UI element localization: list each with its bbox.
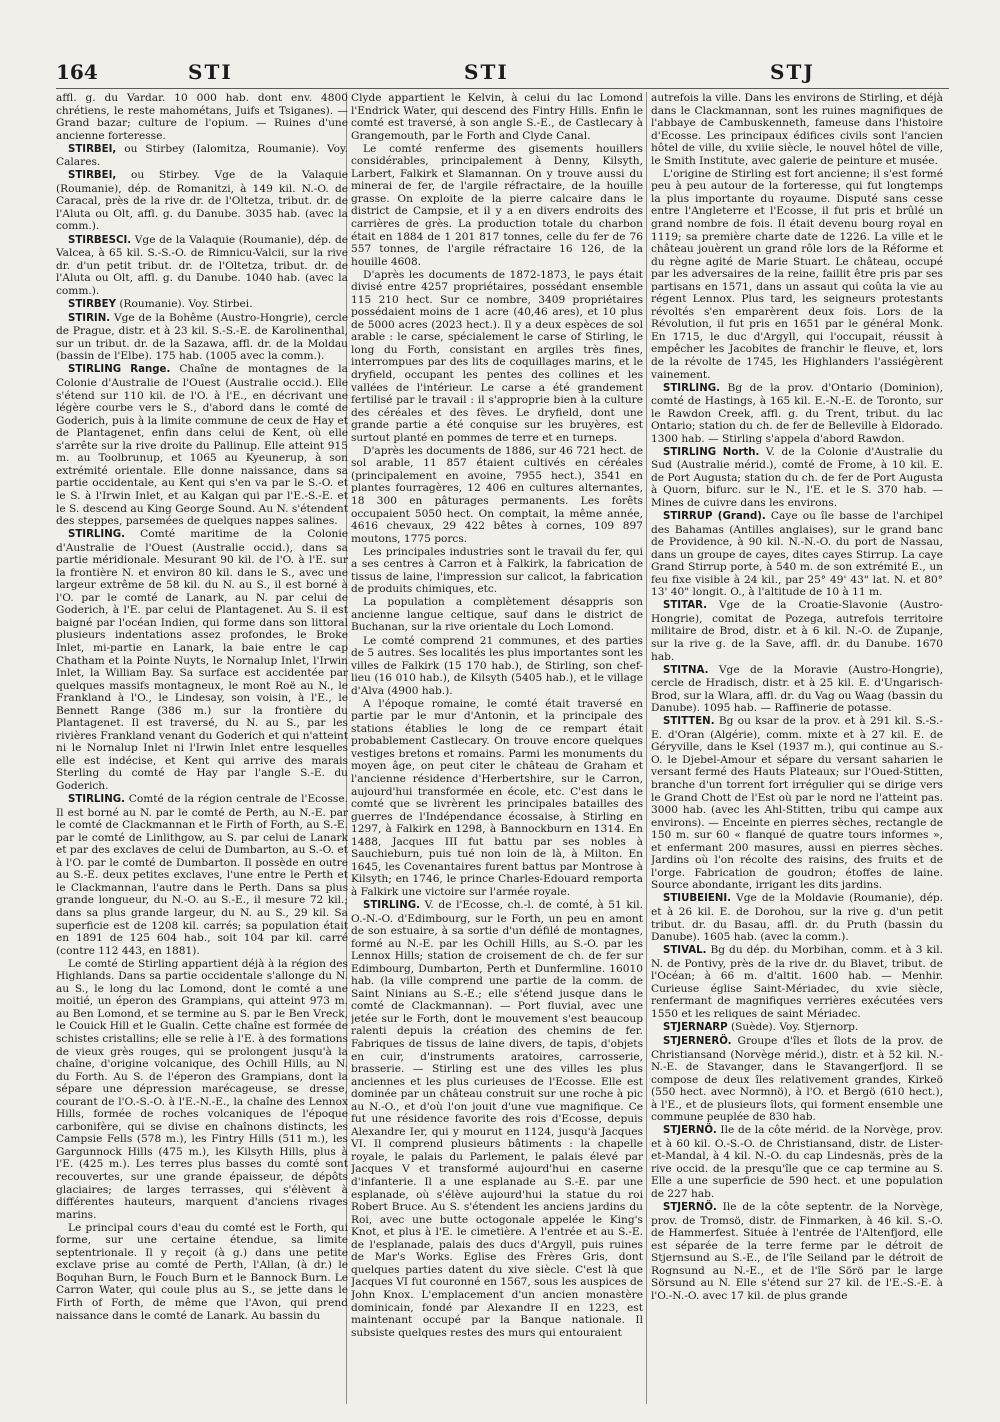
entry-text: Le comté comprend 21 communes, et des parties de 5 autres. Ses localités les plus importantes sont les villes de Falkirk (15 170 hab.), de Stirling, son chef-lieu (16 010 hab.), de Kilsyth (5405 hab.), et le village d'Alva (4900 hab.). xyxy=(351,634,643,697)
entry-text: V. de l'Ecosse, ch.-l. de comté, à 51 kil. O.-N.-O. d'Edimbourg, sur le Forth, un peu en amont de son estuaire, à sa sortie d'un défilé de montagnes, formé au N.-E. par les Ochill Hills, au S.-O. par les Lennox Hills; station de croisement de ch. de fer sur Edimbourg, Dumbarton, Perth et Dunfermline. 16010 hab. (la ville comprend une partie de la comm. de Saint Ninians au S.-E.; elle s'étend jusque dans le comté de Clackmannan). — Port fluvial, avec une jetée sur le Forth, dont le mouvement s'est beaucoup ralenti depuis la création des chemins de fer. Fabriques de tissus de laine divers, de tapis, d'objets en cuir, d'instruments aratoires, carrosserie, brasserie. — Stirling est une des villes les plus anciennes et les plus curieuses de l'Ecosse. Elle est dominée par un château construit sur une roche à pic au N.-O., et d'où l'on jouit d'une vue magnifique. Ce fut une résidence favorite des rois d'Ecosse, depuis Alexandre Ier, qui y mourut en 1124, jusqu'à Jacques VI. Il comprend plusieurs bâtiments : la chapelle royale, le palais du Parlement, le palais élevé par Jacques V et transformé aujourd'hui en caserne d'infanterie. Il a une esplanade au S.-E. par une esplanade, où s'élève aujourd'hui la statue du roi Robert Bruce. Au S. s'étendent les anciens jardins du Roi, avec une butte octogonale appelée le King's Knot, et plus à l'E. le cimetière. A l'entrée et au S.-E. de l'esplanade, palais des ducs d'Argyll, puis ruines de Mar's Works. Eglise des Frères Gris, dont quelques parties datent du xive siècle. C'est là que Jacques VI fut couronné en 1567, sous les auspices de John Knox. L'emplacement d'un ancien monastère dominicain, fondé par Alexandre II en 1223, est maintenant occupé par la Banque nationale. Il subsiste quelques restes des murs qui entouraient xyxy=(351,899,643,1339)
entry-headword: STIRBESCI. xyxy=(68,234,132,246)
entry-headword: STIRBEY xyxy=(68,298,117,310)
entry-text: Le principal cours d'eau du comté est le Forth, qui forme, sur une certaine étendue, sa limite septentrionale. Il y reçoit (à g.) dans une petite exclave prise au comté de Perth, l'Allan, (à dr.) le Boquhan Burn, le Fouch Burn et le Bannock Burn. Le Carron Water, qui coule plus au S., se jette dans le Firth of Forth, de même que l'Avon, qui prend naissance dans le comté de Lanark. Au bassin du xyxy=(56,1221,348,1322)
entry-text: Comté de la région centrale de l'Ecosse. Il est borné au N. par le comté de Perth, au N.-E. par le comté de Clackmannan et le Firth of Forth, au S.-E. par le comté de Linlithgow, au S. par celui de Lanark et par des exclaves de celui de Dumbarton, au S.-O. et à l'O. par le comté de Dumbarton. Il possède en outre au S.-E. deux petites exclaves, l'une entre le Perth et le Clackmannan, l'autre dans le Perth. Dans sa plus grande longueur, du N.-O. au S.-E., il mesure 72 kil.; dans sa plus grande largeur, du N. au S., 29 kil. Sa superficie est de 1208 kil. carrés; sa population était en 1891 de 125 604 hab., soit 104 par kil. carré (contre 112 443, en 1881). xyxy=(56,793,348,957)
dictionary-entry xyxy=(651,715,943,892)
dictionary-entry xyxy=(651,382,943,446)
entry-paragraph xyxy=(351,143,643,268)
dictionary-entry xyxy=(651,446,943,510)
entry-headword: STIRLING. xyxy=(363,900,420,911)
dictionary-entry xyxy=(56,143,348,169)
dictionary-entry xyxy=(56,363,348,527)
entry-text: Groupe d'îles et îlots de la prov. de Christiansand (Norvège mérid.), distr. et à 52 kil. N.-N.-E. de Stavanger, dans le Stavangerfjord. Il se compose de deux îles relativement grandes, Kirkeö (550 hect. avec Normnö), à l'O. et Bergö (610 hect.), à l'E., et de plusieurs îlots, qui forment ensemble une commune peuplée de 830 hab. xyxy=(651,1034,943,1124)
entry-text: Vge de la Croatie-Slavonie (Austro-Hongrie), comitat de Pozega, autrefois territoire militaire de Brod, distr. et à 6 kil. N.-O. de Zupanje, sur la rive g. de la Save, affl. dr. du Danube. 1670 hab. xyxy=(651,599,943,663)
entry-text: A l'époque romaine, le comté était traversé en partie par le mur d'Antonin, et la principale des stations établies le long de ce rempart était probablement Castlecary. On trouve encore quelques vestiges bretons et romains. Parmi les monuments du moyen âge, on peut citer le château de Graham et l'ancienne résidence d'Herbertshire, sur le Carron, aujourd'hui transformée en école, etc. C'est dans le comté que se livrèrent les principales batailles des guerres de l'Indépendance écossaise, à Stirling en 1297, à Falkirk en 1298, à Bannockburn en 1314. En 1488, Jacques III fut battu par ses nobles à Sauchieburn, puis tué non loin de là, à Milton. En 1645, les Covenantaires furent battus par Montrose à Kilsyth; en 1746, le prince Charles-Edouard remporta à Falkirk une victoire sur l'armée royale. xyxy=(351,697,643,898)
entry-text: Bg de la prov. d'Ontario (Dominion), comté de Hastings, à 165 kil. E.-N.-E. de Toronto, sur le Rawdon Creek, affl. g. du Trent, tribut. du lac Ontario; station du ch. de fer de Belleville à Eldorado. 1300 hab. — Stirling s'appela d'abord Rawdon. xyxy=(651,381,943,445)
dictionary-entry xyxy=(651,1035,943,1124)
entry-headword: STIRBEI, xyxy=(68,143,117,155)
entry-paragraph xyxy=(351,546,643,596)
entry-text: Vge de la Valaquie (Roumanie), dép. de Valcea, à 65 kil. S.-S.-O. de Rimnicu-Valcii, sur la rive dr. d'un petit tribut. dr. de l'Oltetza, tribut. dr. de l'Aluta ou Olt, affl. g. du Danube. 1040 hab. (avec la comm.). xyxy=(56,233,348,297)
entry-text: Le comté renferme des gisements houillers considérables, principalement à Denny, Kilsyth, Larbert, Falkirk et Slamannan. On y trouve aussi du minerai de fer, de l'argile réfractaire, de la houille grasse. On exploite de la pierre calcaire dans le district de Campsie, et il y a en divers endroits des carrières de grès. La production totale du charbon était en 1884 de 1 201 817 tonnes, celle du fer de 76 557 tonnes, de l'argile réfractaire 16 126, de la houille 4608. xyxy=(351,142,643,268)
entry-paragraph xyxy=(56,958,348,1221)
dictionary-entry xyxy=(651,892,943,943)
entry-headword: STJERNÖ. xyxy=(663,1202,717,1214)
entry-headword: STIRLING. xyxy=(68,529,125,541)
dictionary-entry xyxy=(651,599,943,663)
entry-text: L'origine de Stirling est fort ancienne; il s'est formé peu à peu autour de la forteresse, qui fut longtemps la plus importante du royaume. Disputé sans cesse entre l'Angleterre et l'Ecosse, il fut pris et brûlé un grand nombre de fois. Il était devenu bourg royal en 1119; sa première charte date de 1226. La ville et le château jouèrent un grand rôle lors de la Réforme et du règne agité de Marie Stuart. Le château, occupé par les adversaires de la reine, faillit être pris par ses partisans en 1571, dans un assaut qui coûta la vie au régent Lennox. Plus tard, les seigneurs protestants révoltés s'en emparèrent deux fois. Lors de la Révolution, il fut pris en 1651 par le général Monk. En 1715, le duc d'Argyll, qui l'occupait, réussit à empêcher les Jacobites de franchir le fleuve, et, lors de la révolte de 1745, les Highlanders l'assiégèrent vainement. xyxy=(651,167,943,381)
dictionary-entry xyxy=(651,1124,943,1200)
entry-paragraph xyxy=(56,1222,348,1322)
entry-text: Bg ou ksar de la prov. et à 291 kil. S.-S.-E. d'Oran (Algérie), comm. mixte et à 27 kil. E. de Géryville, dans le Ksel (1937 m.), qui continue au S.-O. le Djebel-Amour et sépare du versant saharien le versant fermé des Hauts Plateaux; sur l'Oued-Stitten, branche d'un torrent fort irrégulier qui se dirige vers le Grand Chott de l'Est où par le nord ne l'atteint pas. 3000 hab. (avec les Ahl-Stitten, tribu qui campe aux environs). — Enceinte en pierres sèches, rectangle de 150 m. sur 60 « flanqué de quatre tours informes », et enfermant 200 masures, aussi en pierres sèches. Jardins où l'on récolte des raisins, des fruits et de l'orge. Fabrication de goudron; étoffes de laine. Source abondante, irrigant les dits jardins. xyxy=(651,715,943,892)
entry-headword: STIVAL. xyxy=(663,945,707,957)
dictionary-entry xyxy=(651,944,943,1020)
entry-paragraph xyxy=(56,92,348,142)
entry-text: Chaîne de montagnes de la Colonie d'Australie de l'Ouest (Australie occid.). Elle s'étend sur 110 kil. de l'O. à l'E., en décrivant une légère courbe vers le S., d'abord dans le comté de Goderich, puis à la limite commune de ceux de Hay et de Plantagenet, enfin dans celui de Kent, où elle s'arrête sur la rive droite du Pallinup. Elle atteint 915 m. au Toolbrunup, et 1065 au Kyeunerup, à son extrémité orientale. Elle donne naissance, dans sa partie occidentale, au Kent qui s'en va par le S.-O. et le S. à l'Irwin Inlet, et au Kalgan qui par l'E.-S.-E. et le S. descend au King George Sound. Au N. s'étendent des steppes, parsemées de quelques nappes salines. xyxy=(56,363,348,528)
header-right: STJ xyxy=(770,60,815,84)
running-header xyxy=(0,60,1000,96)
text-column-3 xyxy=(651,92,943,1404)
entry-text: Le comté de Stirling appartient déjà à la région des Highlands. Dans sa partie occidentale s'allonge du N. au S., le long du lac Lomond, dont le comté a une moitié, un éperon des Grampians, qui atteint 973 m. au Ben Lomond, et se termine au S. par le Ben Vreck, le Couick Hill et le Gualin. Cette chaîne est formée de schistes cristallins; elle se relie à l'E. à des formations de vieux grès rouges, qui se prolongent jusqu'à la chaîne, d'origine volcanique, des Ochill Hills, au N. du Forth. Au S. de l'éperon des Grampians, dont la sépare une dépression marécageuse, se dresse, courant de l'O.-S.-O. à l'E.-N.-E., la chaîne des Lennox Hills, formée de roches volcaniques de l'époque carbonifère, qui se divise en chaînons distincts, les Campsie Fells (578 m.), les Fintry Hills (511 m.), les Gargunnock Hills (475 m.), les Kilsyth Hills, plus à l'E. (425 m.). Les terres plus basses du comté sont recouvertes, sur une grande épaisseur, de dépôts glaciaires; de larges terrasses, qui s'élèvent à différentes hauteurs, marquent d'anciens rivages marins. xyxy=(56,957,348,1221)
entry-paragraph xyxy=(351,269,643,445)
text-column-2 xyxy=(351,92,643,1404)
entry-headword: STIRLING. xyxy=(663,382,720,394)
entry-headword: STIRLING Range. xyxy=(68,364,171,376)
dictionary-entry xyxy=(56,312,348,363)
entry-paragraph xyxy=(651,168,943,381)
entry-text: (Suède). Voy. Stjernorp. xyxy=(727,1020,859,1033)
entry-paragraph xyxy=(351,596,643,634)
entry-headword: STJERNÖ. xyxy=(663,1125,717,1137)
entry-headword: STITAR. xyxy=(663,600,708,612)
entry-paragraph xyxy=(351,635,643,698)
entry-headword: STIRLING North. xyxy=(663,446,760,458)
dictionary-entry xyxy=(56,528,348,792)
dictionary-entry xyxy=(56,298,348,312)
entry-text: (Roumanie). Voy. Stirbei. xyxy=(116,297,253,310)
dictionary-entry xyxy=(651,1201,943,1302)
header-left: STI xyxy=(188,60,233,84)
dictionary-entry xyxy=(651,510,943,599)
entry-headword: STIRBEI, xyxy=(68,170,117,182)
header-center: STI xyxy=(464,60,509,84)
entry-text: ou Stirbey (Ialomitza, Roumanie). Voy. Calares. xyxy=(56,142,348,169)
entry-headword: STIRIN. xyxy=(68,312,111,324)
entry-text: D'après les documents de 1872-1873, le pays était divisé entre 4257 propriétaires, possédant ensemble 115 210 hect. Sur ce nombre, 3409 propriétaires possédaient moins de 1 acre (40,46 ares), et 10 plus de 5000 acres (2023 hect.). Il y a deux espèces de sol arable : le carse, spécialement le carse of Stirling, le long du Forth, consistant en argiles très fines, interrompues par des lits de coquillages marins, et le dryfield, occupant les pentes des collines et les vallées de l'intérieur. Le carse a été grandement fertilisé par le travail : il s'approprie bien à la culture des céréales et des fèves. Le dryfield, dont une grande partie a été conquise sur les bruyères, est surtout planté en pommes de terre et en turneps. xyxy=(351,268,643,444)
entry-text: La population a complètement désappris son ancienne langue celtique, sauf dans le district de Buchanan, sur la rive orientale du Loch Lomond. xyxy=(351,596,643,634)
dictionary-entry xyxy=(351,899,643,1339)
entry-paragraph xyxy=(351,445,643,545)
entry-text: D'après les documents de 1886, sur 46 721 hect. de sol arable, 11 857 étaient cultivés en céréales (principalement en avoine, 7955 hect.), 3541 en plantes fourragères, 12 406 en cultures alternantes, 18 300 en pâturages permanents. Les forêts occupaient 5050 hect. On comptait, la même année, 4616 chevaux, 29 422 bêtes à cornes, 109 897 moutons, 1775 porcs. xyxy=(351,444,643,545)
entry-text: Clyde appartient le Kelvin, à celui du lac Lomond l'Endrick Water, qui descend des Fintry Hills. Enfin le comté est traversé, à son angle S.-E., de Castlecary à Grangemouth, par le Forth and Clyde Canal. xyxy=(351,92,643,142)
entry-paragraph xyxy=(351,698,643,899)
entry-text: Comté maritime de la Colonie d'Australie de l'Ouest (Australie occid.), dans sa partie méridionale. Mesurant 90 kil. de l'O. à l'E. sur la frontière N. et environ 80 kil. dans le S., avec une largeur extrême de 58 kil. du N. au S., il est borné à l'O. par le comté de Lanark, au N. par celui de Goderich, à l'E. par celui de Plantagenet. Au S. il est baigné par l'océan Indien, qui forme dans son littoral plusieurs indentations assez profondes, le Broke Inlet, mi-partie en Lanark, la baie entre le cap Chatham et la Pointe Nuyts, le Nornalup Inlet, l'Irwin Inlet, la William Bay. Sa surface est accidentée par quelques massifs montagneux, le mont Roë au N., le Frankland à l'O., le Lindesay, son voisin, à l'E., le Bennett Range (386 m.) sur la frontière du Plantagenet. Il est traversé, du N. au S., par les rivières Frankland venant du Goderich et qui n'atteint ni le Nornalup Inlet ni l'Irwin Inlet entre lesquelles elle est indécise, et Kent qui arrive des marais Sterling du comté de Hay par l'angle S.-E. du Goderich. xyxy=(56,528,348,793)
page-number: 164 xyxy=(56,60,98,84)
entry-text: V. de la Colonie d'Australie du Sud (Australie mérid.), comté de Frome, à 10 kil. E. de Port Augusta; station du ch. de fer de Port Augusta à Quorn, bifurc. sur le N., l'E. et le S. 370 hab. — Mines de cuivre dans les environs. xyxy=(651,445,943,509)
dictionary-entry xyxy=(651,1021,943,1035)
entry-text: Les principales industries sont le travail du fer, qui a ses centres à Carron et à Falkirk, la fabrication de tissus de laine, l'impression sur calicot, la fabrication de produits chimiques, etc. xyxy=(351,545,643,596)
entry-text: Bg du dép. du Morbihan, comm. et à 3 kil. N. de Pontivy, près de la rive dr. du Blavet, tribut. de l'Océan; à 66 m. d'altit. 1600 hab. — Menhir. Curieuse église Saint-Mériadec, du xvie siècle, renfermant de magnifiques verrières exécutées vers 1550 et les reliques de saint Mériadec. xyxy=(651,944,943,1020)
entry-headword: STITNA. xyxy=(663,664,709,676)
entry-text: Vge de la Moravie (Austro-Hongrie), cercle de Hradisch, distr. et à 25 kil. E. d'Ungarisch-Brod, sur la Wlara, affl. dr. du Vag ou Waag (bassin du Danube). 1095 hab. — Raffinerie de potasse. xyxy=(651,663,943,715)
header-rule xyxy=(56,88,949,89)
dictionary-entry xyxy=(56,234,348,298)
entry-headword: STIUBEIENI. xyxy=(663,893,732,905)
dictionary-entry xyxy=(651,664,943,715)
entry-text: Ile de la côte mérid. de la Norvège, prov. et à 60 kil. O.-S.-O. de Christiansand, distr. de Lister-et-Mandal, à 4 kil. N.-O. du cap Lindesnäs, près de la rive occid. de la presqu'île que ce cap termine au S. Elle a une superficie de 590 hect. et une population de 227 hab. xyxy=(651,1124,943,1201)
entry-text: Vge de la Moldavie (Roumanie), dép. et à 26 kil. E. de Dorohou, sur la rive g. d'un petit tribut. dr. du Basau, affl. dr. du Pruth (bassin du Danube). 1605 hab. (avec la comm.). xyxy=(651,892,943,944)
entry-text: Caye ou île basse de l'archipel des Bahamas (Antilles anglaises), sur le grand banc de Providence, à 90 kil. N.-N.-O. du port de Nassau, dans un groupe de cayes, dites cayes Stirrup. La caye Grand Stirrup porte, à 540 m. de son extrémité E., un feu fixe visible à 24 kil., par 25° 49' 43" lat. N. et 80° 13' 40" longit. O., à l'altitude de 10 à 11 m. xyxy=(651,510,943,599)
text-column-1 xyxy=(56,92,348,1404)
dictionary-entry xyxy=(56,169,348,233)
entry-headword: STJERNERÖ. xyxy=(663,1035,732,1047)
entry-text: affl. g. du Vardar. 10 000 hab. dont env. 4800 chrétiens, le reste mahométans, Juifs et Tsiganes). — Grand bazar; culture de l'opium. — Ruines d'une ancienne forteresse. xyxy=(56,92,348,142)
entry-headword: STJERNARP xyxy=(663,1021,728,1033)
entry-text: Ile de la côte septentr. de la Norvège, prov. de Tromsö, distr. de Finmarken, à 46 kil. S.-O. de Hammerfest. Située à l'entrée de l'Altenfjord, elle est séparée de la terre ferme par le détroit de Stjernsund au S.-E., de l'île Seiland par le détroit de Rognsund au N.-E., et de l'île Sörö par le large Sörsund au N. Elle s'étend sur 27 kil. de l'E.-S.-E. à l'O.-N.-O. avec 17 kil. de plus grande xyxy=(651,1201,943,1302)
entry-headword: STIRRUP (Grand). xyxy=(663,511,766,523)
entry-paragraph xyxy=(351,92,643,142)
entry-headword: STIRLING. xyxy=(68,794,125,806)
entry-headword: STITTEN. xyxy=(663,716,715,728)
entry-text: autrefois la ville. Dans les environs de Stirling, et déjà dans le Clackmannan, sont les ruines magnifiques de l'abbaye de Cambuskenneth, fameuse dans l'histoire d'Ecosse. Les principaux édifices civils sont l'ancien hôtel de ville, du xviiie siècle, le nouvel hôtel de ville, le Smith Institute, avec galerie de peinture et musée. xyxy=(651,92,943,167)
column-divider xyxy=(646,92,647,1404)
entry-paragraph xyxy=(651,92,943,167)
entry-text: ou Stirbey. Vge de la Valaquie (Roumanie), dép. de Romanitzi, à 149 kil. N.-O. de Caracal, près de la rive dr. de l'Oltetza, tribut. dr. de l'Aluta ou Olt, affl. g. du Danube. 3035 hab. (avec la comm.). xyxy=(56,169,348,233)
dictionary-entry xyxy=(56,793,348,957)
entry-text: Vge de la Bohême (Austro-Hongrie), cercle de Prague, distr. et à 23 kil. S.-S.-E. de Karolinenthal, sur un tribut. dr. de la Sazawa, affl. dr. de la Moldau (bassin de l'Elbe). 175 hab. (1005 avec la comm.). xyxy=(56,311,348,363)
